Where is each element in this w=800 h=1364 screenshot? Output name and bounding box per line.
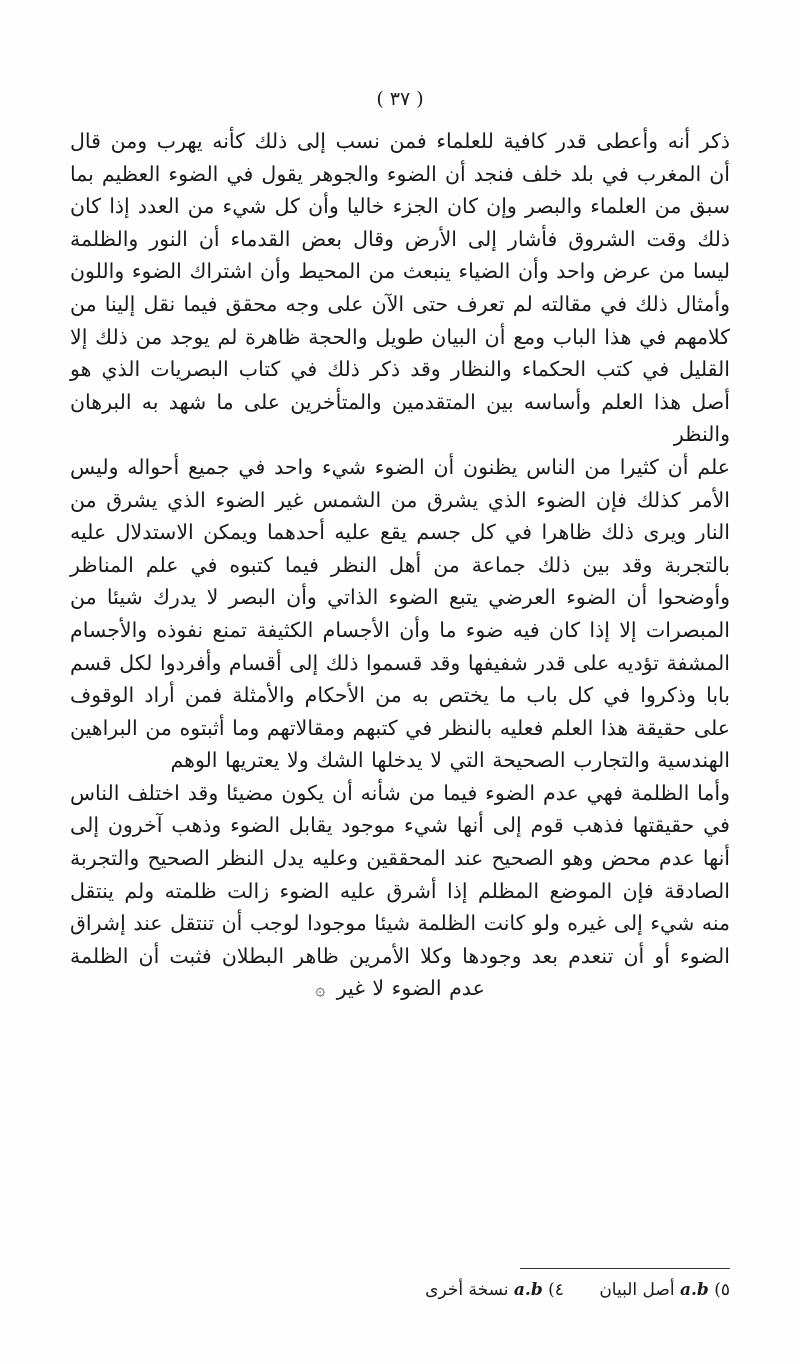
footnote-source: a.b: [679, 1280, 709, 1300]
footnote: [594, 1280, 730, 1300]
footnote-source: a.b: [513, 1280, 543, 1300]
footnote-marker: ٤): [548, 1280, 564, 1300]
footnotes: [70, 1278, 730, 1302]
page-number: ( ٣٧ ): [376, 88, 424, 110]
footnote-text: نسخة أخرى: [425, 1280, 509, 1300]
footnote: [425, 1280, 564, 1300]
footnote-text: أصل البيان: [599, 1280, 675, 1300]
main-text: [70, 125, 730, 1007]
footnote-marker: ٥): [714, 1280, 730, 1300]
paragraph-text: وأما الظلمة فهي عدم الضوء فيما من شأنه أن يكون مضيئا وقد اختلف الناس في حقيقتها فذهب قوم إلى أنها شيء موجود يقابل الضوء وذهب آخرون إلى أنها عدم محض وهو الصحيح عند المحققين وعليه يدل النظر الصحيح والتجربة الصادقة فإن الموضع المظلم إذا أشرق عليه الضوء زالت ظلمته ولم ينتقل منه شيء إلى غيره ولو كانت الظلمة شيئا موجودا لوجب أن تنتقل عند إشراق الضوء أو أن تنعدم بعد وجودها وكلا الأمرين ظاهر البطلان فثبت أن الظلمة عدم الضوء لا غير: [70, 780, 730, 1001]
paragraph: علم أن كثيرا من الناس يظنون أن الضوء شيء واحد في جميع أحواله وليس الأمر كذلك فإن الضوء الذي يشرق من الشمس غير الضوء الذي يشرق من النار ويرى ذلك ظاهرا في كل جسم يقع عليه أحدهما ويمكن الاستدلال عليه بالتجربة وقد بين ذلك جماعة من أهل النظر فيما كتبوه في علم المناظر وأوضحوا أن الضوء العرضي يتبع الضوء الذاتي وأن البصر لا يدرك شيئا من المبصرات إلا إذا كان فيه ضوء ما وأن الأجسام الكثيفة تمنع نفوذه والأجسام المشفة تؤديه على قدر شفيفها وقد قسموا ذلك إلى أقسام وأفردوا لكل قسم بابا وذكروا في كل باب ما يختص به من الأحكام والأمثلة فمن أراد الوقوف على حقيقة هذا العلم فعليه بالنظر في كتبهم ومقالاتهم وما أثبتوه من البراهين الهندسية والتجارب الصحيحة التي لا يدخلها الشك ولا يعتريها الوهم: [70, 454, 730, 773]
paragraph: [70, 777, 730, 1007]
end-ornament: ۞: [315, 980, 326, 1001]
footnote-divider: [520, 1268, 730, 1269]
paragraph: ذكر أنه وأعطى قدر كافية للعلماء فمن نسب إلى ذلك كأنه يهرب ومن قال أن المغرب في بلد خلف فنجد أن الضوء والجوهر يقول في الضوء العظيم بما سبق من العلماء والبصر وإن كان الجزء خاليا وأن كل شيء من العدد إذا كان ذلك وقت الشروق فأشار إلى الأرض وقال بعض القدماء أن النور والظلمة ليسا من عرض واحد وأن الضياء ينبعث من المحيط وأن اشتراك الضوء واللون وأمثال ذلك في مقالته لم تعرف حتى الآن على وجه محقق فيما نقل إلينا من كلامهم في هذا الباب ومع أن البيان طويل والحجة ظاهرة لم يوجد من ذلك إلا القليل في كتب الحكماء والنظار وقد ذكر ذلك في كتاب البصريات الذي هو أصل هذا العلم وأساسه بين المتقدمين والمتأخرين على ما شهد به البرهان والنظر: [70, 129, 730, 447]
